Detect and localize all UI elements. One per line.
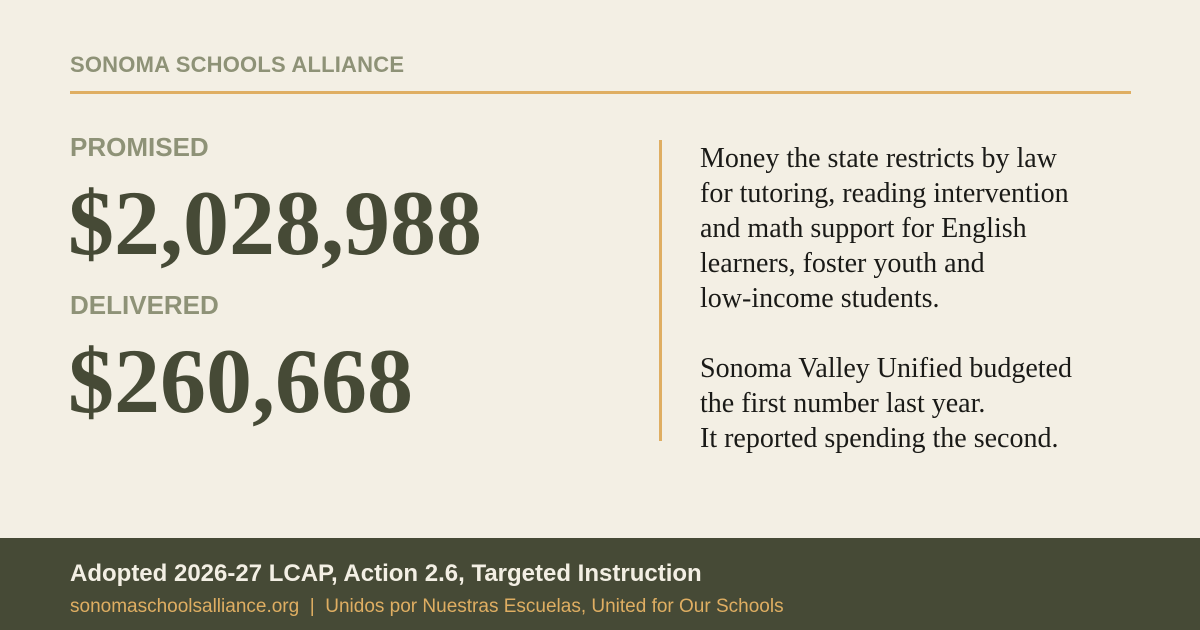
description-line: low-income students.	[700, 283, 940, 314]
description-line: It reported spending the second.	[700, 423, 1059, 454]
description-line: for tutoring, reading intervention	[700, 178, 1069, 209]
description-paragraph-1	[700, 141, 1120, 316]
vertical-divider	[659, 140, 662, 441]
footer-title: Adopted 2026-27 LCAP, Action 2.6, Targeted Instruction	[70, 560, 702, 587]
description-line: the first number last year.	[700, 388, 986, 419]
footer-links	[70, 596, 784, 618]
description-line: Sonoma Valley Unified budgeted	[700, 353, 1072, 384]
description-paragraph-2	[700, 351, 1120, 456]
promised-label: PROMISED	[70, 132, 209, 162]
delivered-label: DELIVERED	[70, 290, 219, 320]
footer-separator: |	[309, 596, 315, 617]
delivered-amount: $260,668	[68, 330, 413, 432]
footer-bar	[0, 538, 1200, 630]
description-line: Money the state restricts by law	[700, 143, 1057, 174]
org-name: SONOMA SCHOOLS ALLIANCE	[70, 52, 405, 77]
description-line: and math support for English	[700, 213, 1027, 244]
promised-amount: $2,028,988	[68, 172, 482, 274]
footer-tagline: Unidos por Nuestras Escuelas, United for Our Schools	[325, 596, 784, 617]
description-line: learners, foster youth and	[700, 248, 985, 279]
header-divider	[70, 91, 1131, 94]
website-link[interactable]: sonomaschoolsalliance.org	[70, 596, 300, 617]
